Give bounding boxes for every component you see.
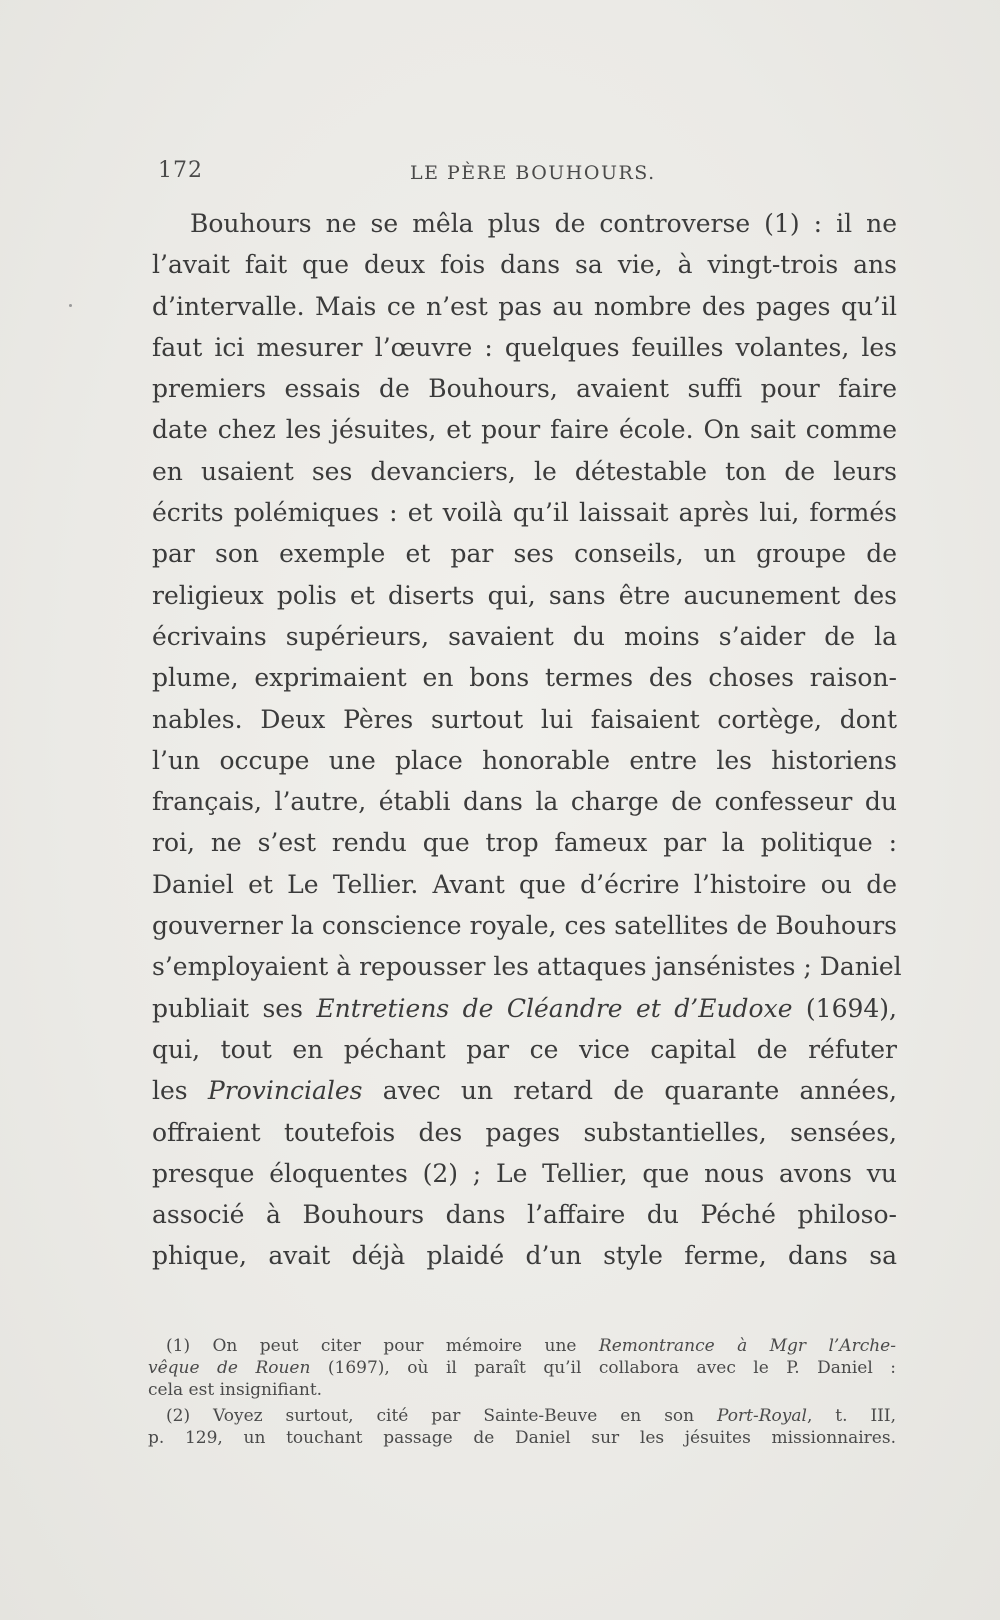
text-line: écrivains supérieurs, savaient du moins s’aider de la xyxy=(152,621,897,651)
margin-speck xyxy=(69,304,72,307)
text-line: d’intervalle. Mais ce n’est pas au nombre des pages qu’il xyxy=(152,291,897,321)
text-run: (2) Voyez surtout, cité par Sainte-Beuve en son xyxy=(166,1406,718,1426)
text-line: Daniel et Le Tellier. Avant que d’écrire l’histoire ou de xyxy=(152,869,897,899)
text-line: religieux polis et diserts qui, sans être aucunement des xyxy=(152,580,897,610)
book-title-italic: Provinciales xyxy=(207,1076,363,1106)
text-run: (1694), xyxy=(792,993,897,1023)
text-line: plume, exprimaient en bons termes des choses raison- xyxy=(152,663,897,693)
running-title: LE PÈRE BOUHOURS. xyxy=(410,162,656,184)
text-line: français, l’autre, établi dans la charge de confesseur du xyxy=(152,787,897,817)
text-run: les xyxy=(152,1076,208,1106)
text-line: l’avait fait que deux fois dans sa vie, à vingt-trois ans xyxy=(152,250,897,280)
text-run: (1697), où il paraît qu’il collabora avec le P. Daniel : xyxy=(310,1358,896,1378)
page-number: 172 xyxy=(158,158,203,183)
text-line-with-italic xyxy=(152,1070,897,1111)
text-line: écrits polémiques : et voilà qu’il laissait après lui, formés xyxy=(152,498,897,528)
text-line: premiers essais de Bouhours, avaient suffi pour faire xyxy=(152,374,897,404)
text-line: qui, tout en péchant par ce vice capital de réfuter xyxy=(152,1034,897,1064)
footnote-1-line: cela est insignifiant. xyxy=(148,1380,323,1400)
body-text xyxy=(152,203,902,1277)
text-line: l’un occupe une place honorable entre les historiens xyxy=(152,745,897,775)
text-run: , t. III, xyxy=(806,1406,896,1426)
footnote-2-line xyxy=(148,1405,896,1427)
text-line: associé à Bouhours dans l’affaire du Péché philoso- xyxy=(152,1200,897,1230)
text-line: Bouhours ne se mêla plus de controverse (1) : il ne xyxy=(190,209,897,238)
text-run: (1) On peut citer pour mémoire une xyxy=(166,1336,599,1356)
text-line: phique, avait déjà plaidé d’un style ferme, dans sa xyxy=(152,1241,897,1271)
footnote-1-line xyxy=(148,1357,896,1379)
text-run: publiait ses xyxy=(152,993,317,1023)
footnotes xyxy=(148,1335,896,1449)
book-title-italic: Entretiens de Cléandre et d’Eudoxe xyxy=(316,993,793,1023)
footnote-2-line: p. 129, un touchant passage de Daniel sur les jésuites missionnaires. xyxy=(148,1428,896,1448)
text-line: roi, ne s’est rendu que trop fameux par la politique : xyxy=(152,828,897,858)
text-line: offraient toutefois des pages substantielles, sensées, xyxy=(152,1117,897,1147)
text-line: en usaient ses devanciers, le détestable ton de leurs xyxy=(152,456,897,486)
text-line: nables. Deux Pères surtout lui faisaient cortège, dont xyxy=(152,704,897,734)
text-line: gouverner la conscience royale, ces satellites de Bouhours xyxy=(152,911,897,941)
text-line: date chez les jésuites, et pour faire école. On sait comme xyxy=(152,415,897,445)
text-line: s’employaient à repousser les attaques jansénistes ; Daniel xyxy=(152,952,902,982)
text-run: avec un retard de quarante années, xyxy=(362,1076,897,1106)
text-line: par son exemple et par ses conseils, un groupe de xyxy=(152,539,897,569)
text-line-with-italic xyxy=(152,988,897,1029)
running-head xyxy=(150,158,895,188)
footnote-1-line xyxy=(148,1335,896,1357)
book-title-italic: Port-Royal xyxy=(717,1406,807,1426)
book-title-italic: vêque de Rouen xyxy=(148,1358,311,1378)
text-line: presque éloquentes (2) ; Le Tellier, que nous avons vu xyxy=(152,1158,897,1188)
text-line: faut ici mesurer l’œuvre : quelques feuilles volantes, les xyxy=(152,332,897,362)
book-title-italic: Remontrance à Mgr l’Arche- xyxy=(598,1336,896,1356)
